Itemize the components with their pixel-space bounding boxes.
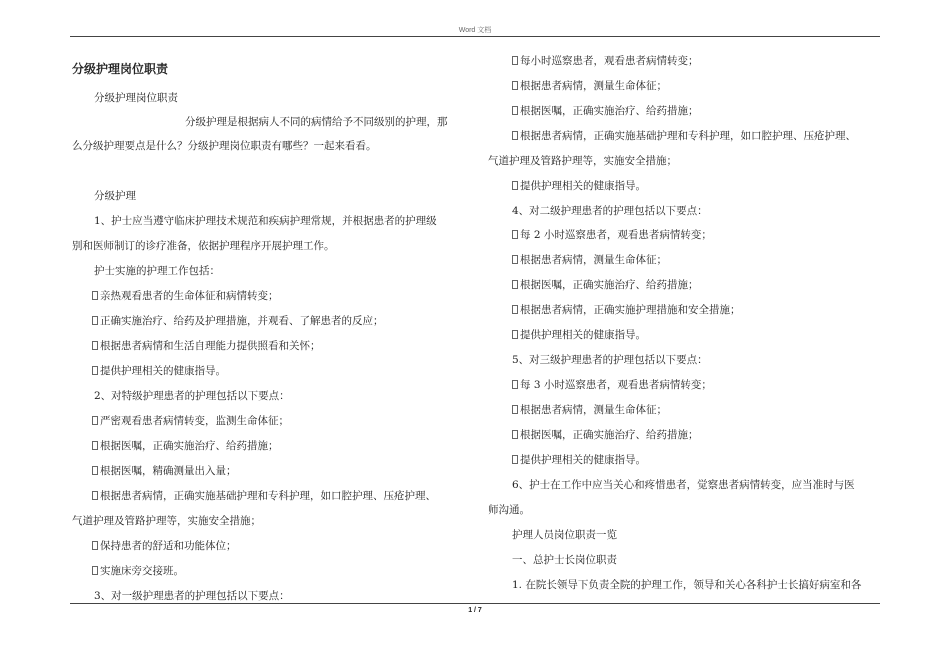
right-column-line: [512, 353, 708, 367]
missing-glyph-icon: [92, 341, 98, 350]
line-text: 2、对特级护理患者的护理包括以下要点：: [94, 390, 290, 402]
line-text: 气道护理及管路护理等，实施安全措施；: [72, 515, 261, 527]
line-text: 分级护理岗位职责: [94, 92, 178, 104]
line-text: 分级护理岗位职责: [72, 62, 169, 76]
line-text: 5、对三级护理患者的护理包括以下要点：: [512, 354, 708, 366]
line-text: 师沟通。: [488, 504, 530, 516]
left-column-line: [94, 389, 290, 403]
line-text: 亲热观看患者的生命体征和病情转变；: [100, 290, 279, 302]
right-column-line: [512, 403, 667, 417]
right-column-line: [512, 104, 699, 118]
left-column-line: [72, 514, 261, 528]
left-column-line: [92, 564, 184, 578]
line-text: 1、护士应当遵守临床护理技术规范和疾病护理常规，并根据患者的护理级: [94, 215, 437, 227]
right-column-line: [512, 278, 699, 292]
line-text: 每 3 小时巡察患者，观看患者病情转变；: [520, 379, 712, 391]
line-text: 根据患者病情，正确实施基础护理和专科护理，如口腔护理、压疮护理、: [520, 130, 856, 142]
missing-glyph-icon: [512, 330, 518, 339]
left-column-line: [72, 139, 377, 153]
line-text: 提供护理相关的健康指导。: [520, 329, 646, 341]
page-header: Word 文档: [458, 27, 492, 34]
right-column-line: [512, 428, 699, 442]
right-column-line: [512, 453, 646, 467]
line-text: 根据医嘱，正确实施治疗、给药措施；: [100, 440, 279, 452]
missing-glyph-icon: [512, 305, 518, 314]
line-text: 别和医师制订的诊疗准备，依据护理程序开展护理工作。: [72, 240, 335, 252]
left-column-line: [92, 414, 289, 428]
right-column-line: [512, 378, 712, 392]
line-text: 根据患者病情，正确实施基础护理和专科护理，如口腔护理、压疮护理、: [100, 490, 436, 502]
line-text: 每小时巡察患者，观看患者病情转变；: [520, 55, 699, 67]
left-column-line: [185, 115, 448, 129]
missing-glyph-icon: [512, 81, 518, 90]
line-text: 正确实施治疗、给药及护理措施，并观看、了解患者的反应；: [100, 315, 384, 327]
right-column-line: [512, 204, 708, 218]
left-column-line: [92, 364, 226, 378]
left-column-line: [94, 91, 178, 105]
right-column-line: [512, 553, 617, 567]
missing-glyph-icon: [92, 566, 98, 575]
left-column-line: [92, 539, 237, 553]
missing-glyph-icon: [512, 181, 518, 190]
missing-glyph-icon: [512, 455, 518, 464]
line-text: 实施床旁交接班。: [100, 565, 184, 577]
right-column-line: [512, 328, 646, 342]
missing-glyph-icon: [512, 255, 518, 264]
line-text: 护士实施的护理工作包括：: [94, 265, 220, 277]
missing-glyph-icon: [92, 491, 98, 500]
line-text: 根据患者病情，测量生命体征；: [520, 80, 667, 92]
missing-glyph-icon: [92, 291, 98, 300]
footer-rule: [70, 603, 880, 604]
line-text: 根据患者病情和生活自理能力提供照看和关怀；: [100, 340, 321, 352]
left-column-line: [94, 589, 290, 603]
missing-glyph-icon: [92, 316, 98, 325]
left-column-line: [94, 214, 437, 228]
left-column-line: [94, 264, 220, 278]
left-column-line: [92, 439, 279, 453]
line-text: 严密观看患者病情转变，监测生命体征；: [100, 415, 289, 427]
line-text: 分级护理是根据病人不同的病情给予不同级别的护理，那: [185, 116, 448, 128]
document-title: [72, 62, 168, 76]
missing-glyph-icon: [512, 106, 518, 115]
page-number: 1 / 7: [468, 607, 482, 614]
line-text: 么分级护理要点是什么？分级护理岗位职责有哪些？一起来看看。: [72, 140, 377, 152]
line-text: 护理人员岗位职责一览: [512, 529, 617, 541]
missing-glyph-icon: [92, 466, 98, 475]
missing-glyph-icon: [92, 416, 98, 425]
line-text: 每 2 小时巡察患者，观看患者病情转变；: [520, 229, 712, 241]
left-column-line: [92, 314, 384, 328]
right-column-line: [512, 478, 855, 492]
line-text: 根据患者病情，正确实施护理措施和安全措施；: [520, 304, 741, 316]
line-text: 气道护理及管路护理等，实施安全措施；: [488, 155, 677, 167]
right-column-line: [488, 503, 530, 517]
missing-glyph-icon: [512, 405, 518, 414]
missing-glyph-icon: [512, 430, 518, 439]
line-text: 3、对一级护理患者的护理包括以下要点：: [94, 590, 290, 602]
right-column-line: [512, 578, 861, 592]
missing-glyph-icon: [92, 541, 98, 550]
line-text: 分级护理: [94, 190, 136, 202]
left-column-line: [92, 289, 279, 303]
left-column-line: [92, 464, 237, 478]
left-column-line: [92, 489, 436, 503]
line-text: 根据医嘱，正确实施治疗、给药措施；: [520, 279, 699, 291]
line-text: 提供护理相关的健康指导。: [100, 365, 226, 377]
missing-glyph-icon: [512, 131, 518, 140]
missing-glyph-icon: [92, 366, 98, 375]
right-column-line: [512, 228, 712, 242]
left-column-line: [94, 189, 136, 203]
line-text: 保持患者的舒适和功能体位；: [100, 540, 237, 552]
line-text: 根据患者病情，测量生命体征；: [520, 404, 667, 416]
right-column-line: [512, 54, 699, 68]
line-text: 一、总护士长岗位职责: [512, 554, 617, 566]
right-column-line: [488, 154, 677, 168]
right-column-line: [512, 253, 667, 267]
right-column-line: [512, 79, 667, 93]
line-text: 6、护士在工作中应当关心和疼惜患者，觉察患者病情转变，应当准时与医: [512, 479, 855, 491]
right-column-line: [512, 303, 741, 317]
header-rule: [70, 36, 880, 37]
line-text: 提供护理相关的健康指导。: [520, 180, 646, 192]
line-text: 提供护理相关的健康指导。: [520, 454, 646, 466]
line-text: 根据医嘱，正确实施治疗、给药措施；: [520, 429, 699, 441]
line-text: 1. 在院长领导下负责全院的护理工作，领导和关心各科护士长搞好病室和各: [512, 579, 862, 591]
line-text: 4、对二级护理患者的护理包括以下要点：: [512, 205, 708, 217]
line-text: 根据医嘱，正确实施治疗、给药措施；: [520, 105, 699, 117]
right-column-line: [512, 129, 856, 143]
right-column-line: [512, 528, 617, 542]
missing-glyph-icon: [512, 56, 518, 65]
missing-glyph-icon: [92, 441, 98, 450]
line-text: 根据患者病情，测量生命体征；: [520, 254, 667, 266]
missing-glyph-icon: [512, 230, 518, 239]
missing-glyph-icon: [512, 280, 518, 289]
left-column-line: [92, 339, 321, 353]
missing-glyph-icon: [512, 380, 518, 389]
left-column-line: [72, 239, 335, 253]
right-column-line: [512, 179, 646, 193]
line-text: 根据医嘱，精确测量出入量；: [100, 465, 237, 477]
